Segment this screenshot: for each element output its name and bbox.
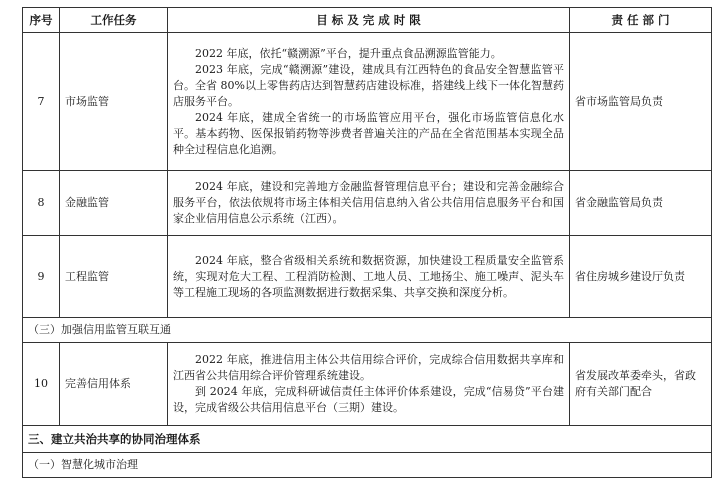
header-dept: 责 任 部 门 [570, 8, 712, 33]
table-row [23, 33, 712, 171]
work-plan-table [22, 7, 712, 478]
section-title: （三）加强信用监管互联互通 [23, 318, 712, 343]
target-paragraph: 2024 年底，建成全省统一的市场监管应用平台，强化市场监管信息化水平。基本药物、医保报销药物等涉费者普遍关注的产品在全省范围基本实现全品种全过程信息化追溯。 [173, 110, 564, 156]
row-target [168, 343, 570, 426]
row-task: 市场监管 [60, 33, 168, 171]
row-dept: 省金融监管局负责 [570, 171, 712, 236]
row-dept: 省市场监管局负责 [570, 33, 712, 171]
row-task: 金融监管 [60, 171, 168, 236]
target-paragraph: 2024 年底，建设和完善地方金融监督管理信息平台；建设和完善金融综合服务平台，依法依规将市场主体相关信用信息纳入省公共信用信息服务平台和国家企业信用信息公示系统（江西）。 [173, 180, 564, 225]
target-paragraph: 2024 年底，整合省级相关系统和数据资源，加快建设工程质量安全监管系统，实现对危大工程、工程消防检测、工地人员、工地扬尘、施工噪声、泥头车等工程施工现场的各项监测数据进行数据采集、共享交换和深度分析。 [173, 253, 564, 299]
row-num: 10 [23, 343, 60, 426]
row-target [168, 236, 570, 318]
target-paragraph: 到 2024 年底，完成科研诚信责任主体评价体系建设，完成“信易贷”平台建设，完成省级公共信用信息平台（三期）建设。 [173, 385, 564, 414]
table-row [23, 171, 712, 236]
target-paragraph: 2022 年底，依托“赣溯源”平台，提升重点食品溯源监管能力。 [195, 46, 502, 60]
section-row [23, 453, 712, 478]
row-num: 7 [23, 33, 60, 171]
table-row [23, 343, 712, 426]
table-header-row [23, 8, 712, 33]
section-row [23, 318, 712, 343]
chapter-heading: 三、建立共治共享的协同治理体系 [23, 426, 712, 453]
row-target [168, 171, 570, 236]
row-task: 完善信用体系 [60, 343, 168, 426]
row-num: 8 [23, 171, 60, 236]
header-target: 目 标 及 完 成 时 限 [168, 8, 570, 33]
header-task: 工作任务 [60, 8, 168, 33]
table-row [23, 236, 712, 318]
header-num: 序号 [23, 8, 60, 33]
section-title: （一）智慧化城市治理 [23, 453, 712, 478]
target-paragraph: 2022 年底，推进信用主体公共信用综合评价，完成综合信用数据共享库和江西省公共信用综合评价管理系统建设。 [173, 353, 564, 382]
row-task: 工程监管 [60, 236, 168, 318]
heading-row [23, 426, 712, 453]
row-dept: 省住房城乡建设厅负责 [570, 236, 712, 318]
row-target [168, 33, 570, 171]
row-num: 9 [23, 236, 60, 318]
target-paragraph: 2023 年底，完成“赣溯源”建设，建成具有江西特色的食品安全智慧监管平台。全省 80%以上零售药店达到智慧药店建设标准，搭建线上线下一体化智慧药店服务平台。 [173, 62, 564, 108]
row-dept: 省发展改革委牵头，省政府有关部门配合 [570, 343, 712, 426]
